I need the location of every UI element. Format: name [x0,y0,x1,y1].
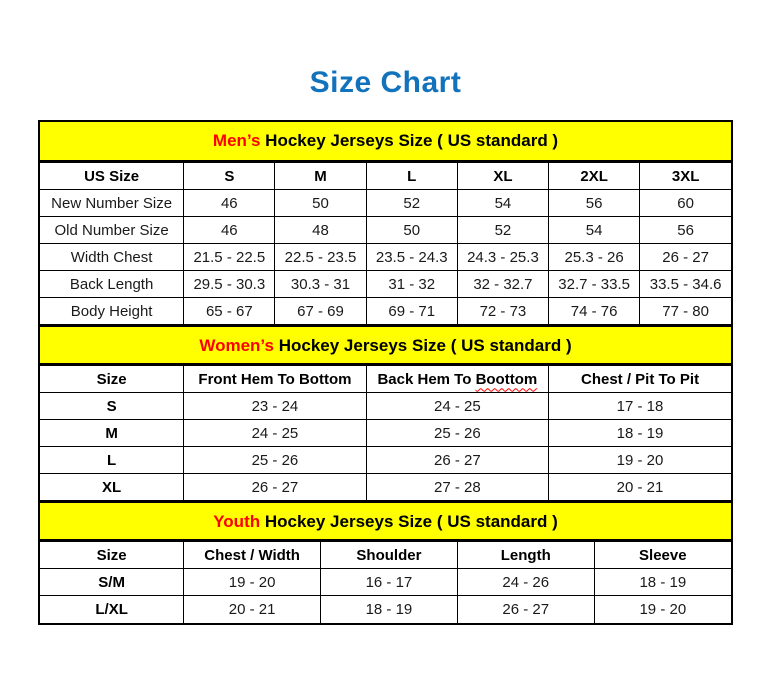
row-label: S/M [40,569,184,596]
table-row [40,244,731,271]
mens-col-header: XL [457,163,548,190]
table-cell: 24 - 26 [457,569,594,596]
mens-col-header: M [275,163,366,190]
youth-section-banner [40,501,731,541]
page-title: Size Chart [309,66,462,99]
table-cell: 25 - 26 [184,447,366,474]
table-cell: 30.3 - 31 [275,271,366,298]
table-cell: 50 [366,217,457,244]
mens-col-header: US Size [40,163,184,190]
row-label: New Number Size [40,190,184,217]
table-cell: 26 - 27 [184,474,366,501]
table-cell: 77 - 80 [640,298,731,325]
womens-col-header: Front Hem To Bottom [184,366,366,393]
table-cell: 54 [549,217,640,244]
row-label: L [40,447,184,474]
table-cell: 18 - 19 [594,569,731,596]
table-row [40,393,731,420]
table-cell: 27 - 28 [366,474,548,501]
table-cell: 72 - 73 [457,298,548,325]
mens-section-banner [40,122,731,162]
mens-size-table [40,162,731,325]
table-cell: 25 - 26 [366,420,548,447]
mens-header-row [40,163,731,190]
table-cell: 19 - 20 [184,569,321,596]
table-cell: 21.5 - 22.5 [184,244,275,271]
row-label: Width Chest [40,244,184,271]
table-cell: 65 - 67 [184,298,275,325]
table-cell: 26 - 27 [366,447,548,474]
womens-section-banner [40,325,731,365]
row-label: S [40,393,184,420]
table-cell: 50 [275,190,366,217]
mens-col-header: 3XL [640,163,731,190]
table-cell: 24 - 25 [366,393,548,420]
table-row [40,271,731,298]
table-row [40,569,731,596]
row-label: M [40,420,184,447]
table-cell: 17 - 18 [549,393,731,420]
table-cell: 19 - 20 [549,447,731,474]
youth-col-header: Chest / Width [184,542,321,569]
table-row [40,190,731,217]
table-cell: 23 - 24 [184,393,366,420]
youth-section [40,501,731,623]
womens-size-table [40,365,731,501]
row-label: XL [40,474,184,501]
misspelled-word: Boottom [475,370,538,388]
table-row [40,298,731,325]
table-row [40,474,731,501]
size-chart-tables [38,120,733,625]
youth-col-header: Size [40,542,184,569]
table-cell: 52 [366,190,457,217]
mens-col-header: 2XL [549,163,640,190]
table-cell: 22.5 - 23.5 [275,244,366,271]
youth-size-table [40,541,731,623]
womens-col-header: Size [40,366,184,393]
table-row [40,447,731,474]
table-cell: 24 - 25 [184,420,366,447]
table-cell: 18 - 19 [321,596,458,623]
youth-col-header: Shoulder [321,542,458,569]
table-cell: 69 - 71 [366,298,457,325]
table-cell: 20 - 21 [549,474,731,501]
table-cell: 33.5 - 34.6 [640,271,731,298]
youth-banner-highlight: Youth [213,512,261,531]
table-cell: 56 [640,217,731,244]
table-cell: 32 - 32.7 [457,271,548,298]
table-row [40,596,731,623]
table-cell: 74 - 76 [549,298,640,325]
table-cell: 25.3 - 26 [549,244,640,271]
mens-col-header: L [366,163,457,190]
womens-banner-highlight: Women’s [199,336,274,355]
row-label: L/XL [40,596,184,623]
table-cell: 32.7 - 33.5 [549,271,640,298]
table-cell: 20 - 21 [184,596,321,623]
table-cell: 46 [184,190,275,217]
table-cell: 29.5 - 30.3 [184,271,275,298]
table-cell: 60 [640,190,731,217]
table-cell: 26 - 27 [457,596,594,623]
table-cell: 46 [184,217,275,244]
womens-col-header-misspelled [366,366,548,393]
table-cell: 16 - 17 [321,569,458,596]
table-row [40,420,731,447]
mens-banner-text: Hockey Jerseys Size ( US standard ) [260,131,559,150]
womens-col-header: Chest / Pit To Pit [549,366,731,393]
womens-section [40,325,731,501]
table-cell: 19 - 20 [594,596,731,623]
table-cell: 18 - 19 [549,420,731,447]
col-header-text: Back Hem To [377,370,476,388]
row-label: Old Number Size [40,217,184,244]
youth-banner-text: Hockey Jerseys Size ( US standard ) [260,512,558,531]
table-cell: 52 [457,217,548,244]
youth-col-header: Length [457,542,594,569]
row-label: Body Height [40,298,184,325]
womens-header-row [40,366,731,393]
table-cell: 23.5 - 24.3 [366,244,457,271]
womens-banner-text: Hockey Jerseys Size ( US standard ) [273,336,572,355]
youth-header-row [40,542,731,569]
table-cell: 54 [457,190,548,217]
table-cell: 48 [275,217,366,244]
mens-section [40,122,731,325]
table-cell: 31 - 32 [366,271,457,298]
table-cell: 67 - 69 [275,298,366,325]
table-cell: 56 [549,190,640,217]
table-row [40,217,731,244]
youth-col-header: Sleeve [594,542,731,569]
table-cell: 26 - 27 [640,244,731,271]
mens-banner-highlight: Men’s [212,131,261,150]
mens-col-header: S [184,163,275,190]
table-cell: 24.3 - 25.3 [457,244,548,271]
row-label: Back Length [40,271,184,298]
